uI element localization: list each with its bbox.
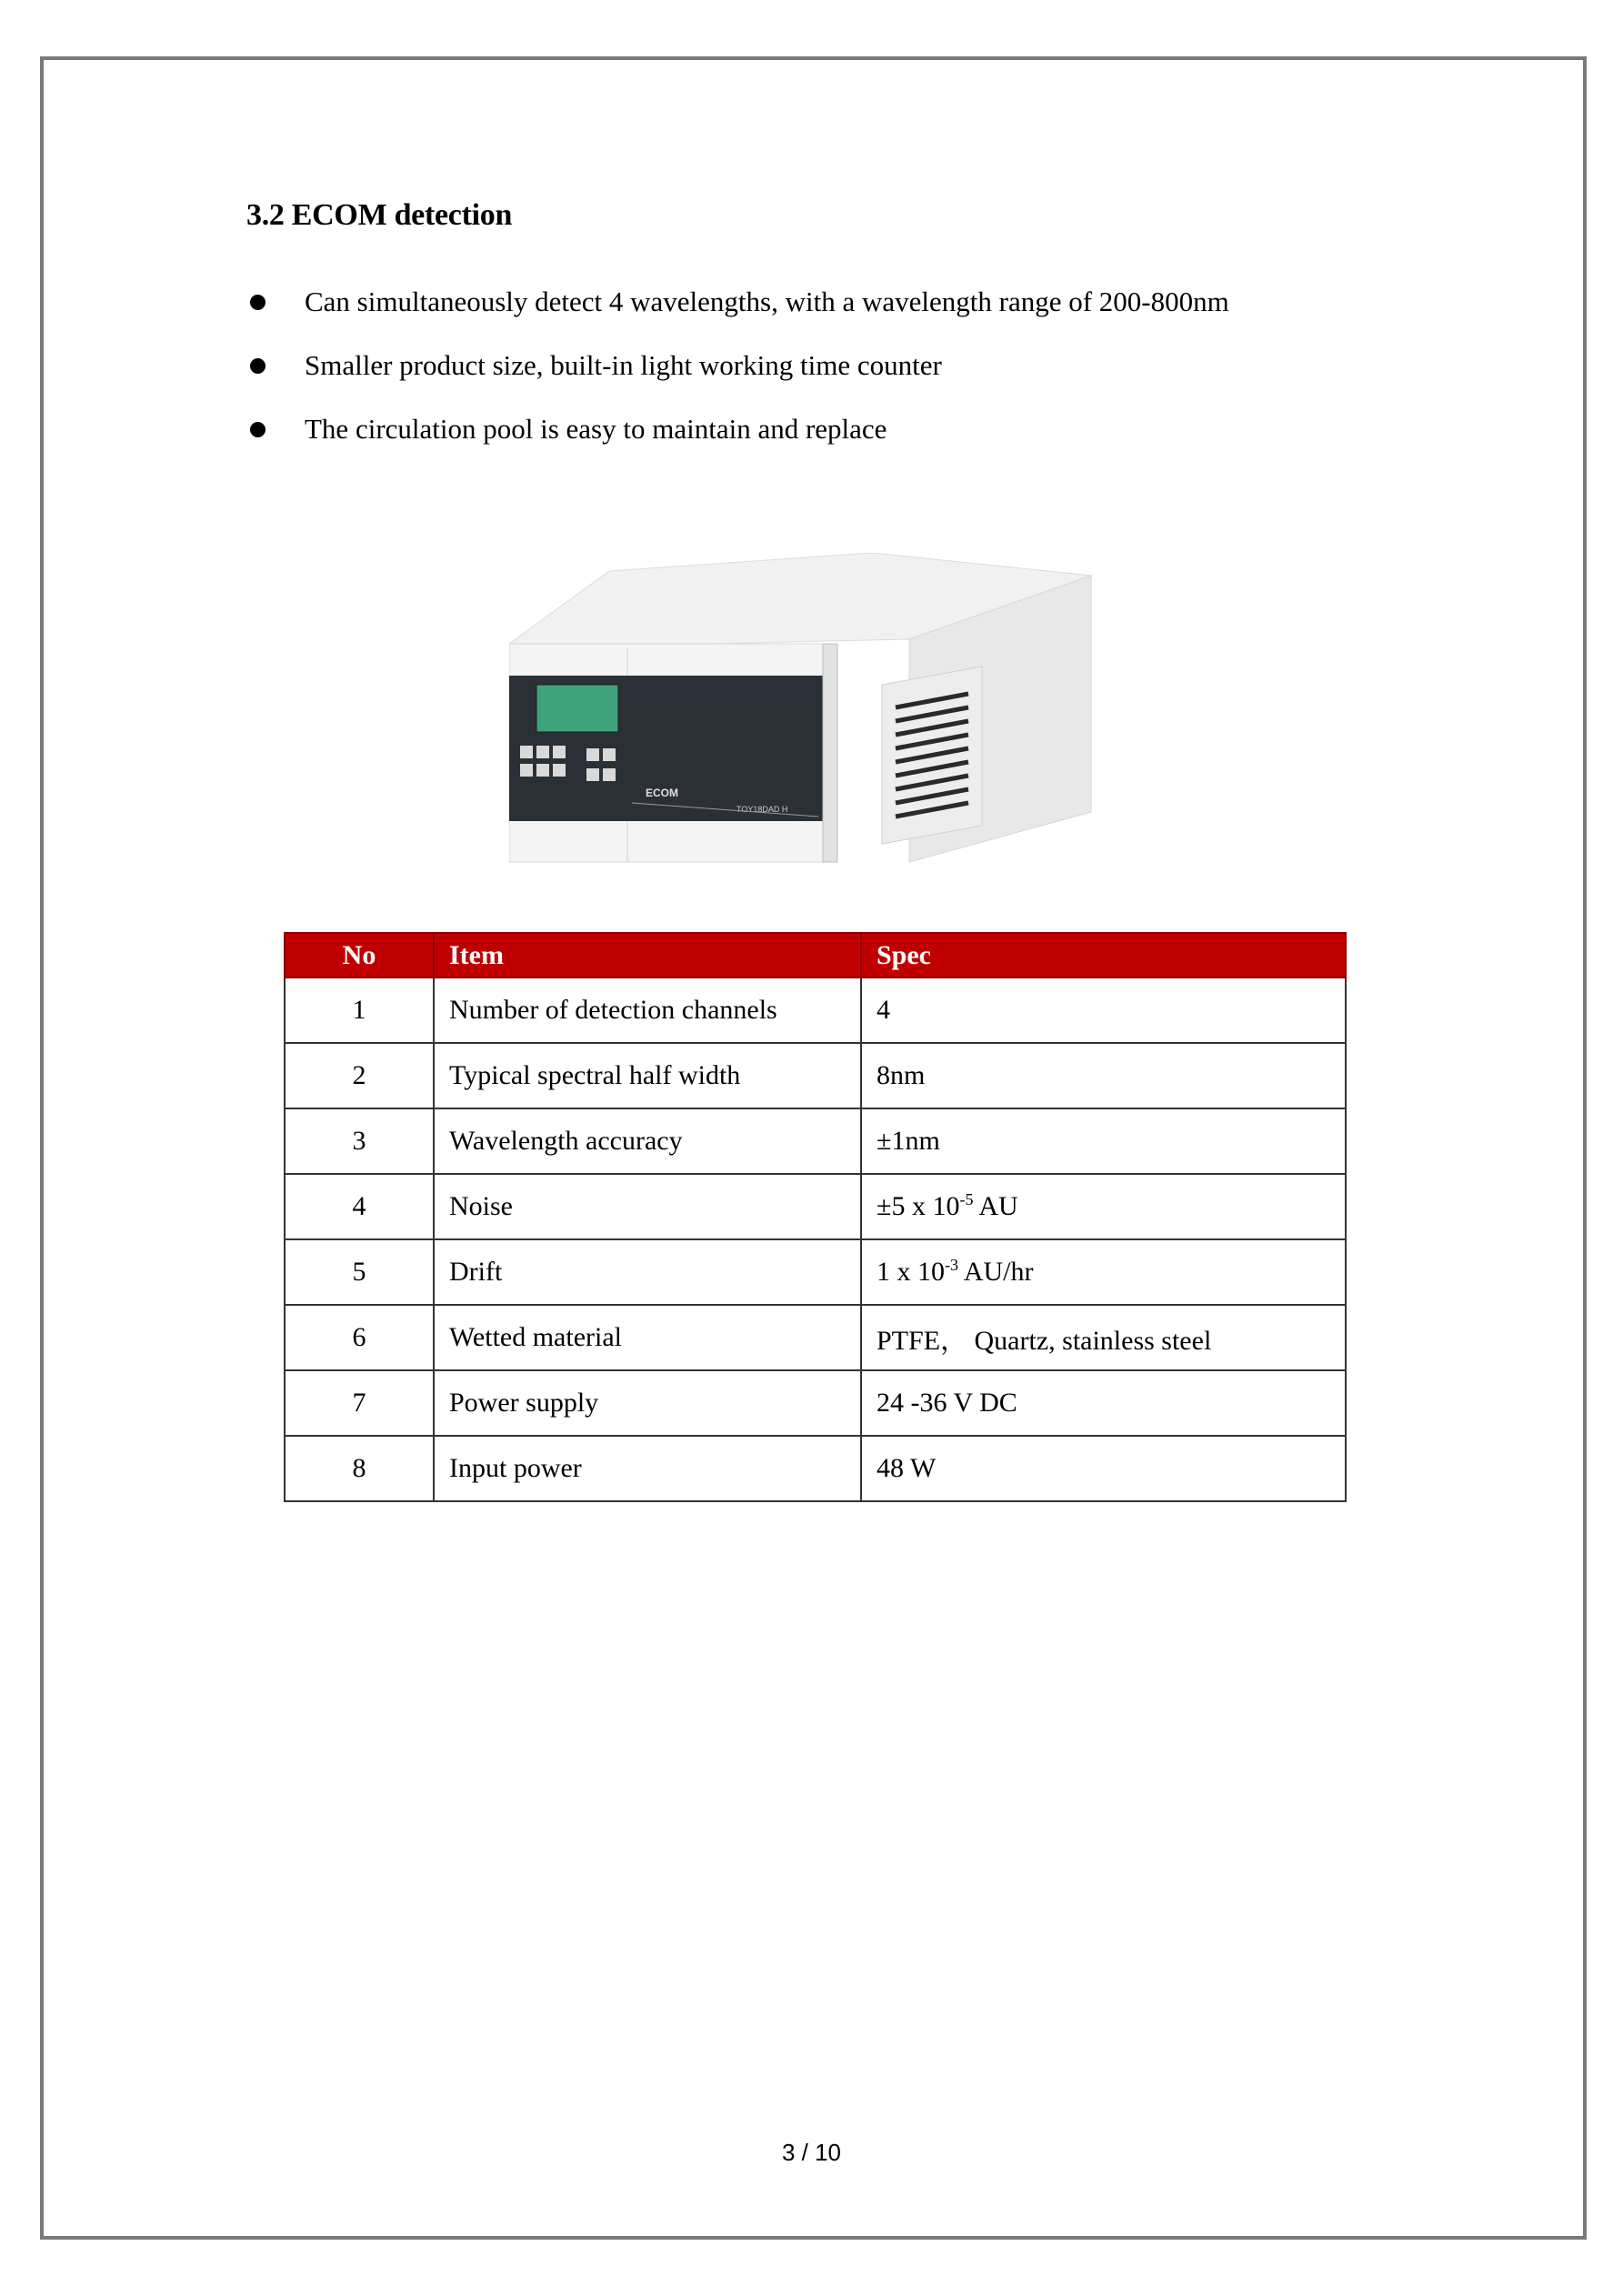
cell-item: Typical spectral half width — [434, 1043, 861, 1108]
section-heading: 3.2 ECOM detection — [246, 198, 513, 232]
table-row — [285, 1239, 1346, 1305]
bullet-icon — [250, 422, 265, 437]
feature-text: The circulation pool is easy to maintain and replace — [305, 413, 887, 445]
feature-list — [246, 284, 1229, 475]
table-row — [285, 1305, 1346, 1370]
cell-no: 1 — [285, 978, 434, 1043]
cell-no: 7 — [285, 1370, 434, 1436]
bullet-icon — [250, 295, 265, 310]
cell-no: 5 — [285, 1239, 434, 1305]
cell-item: Drift — [434, 1239, 861, 1305]
table-header-row — [285, 933, 1346, 978]
cell-item: Wavelength accuracy — [434, 1108, 861, 1174]
cell-spec: 24 -36 V DC — [861, 1370, 1346, 1436]
column-header-item: Item — [434, 933, 861, 978]
svg-text:ECOM: ECOM — [646, 787, 678, 799]
cell-spec: 48 W — [861, 1436, 1346, 1501]
feature-bullet — [246, 284, 1229, 347]
table-row — [285, 978, 1346, 1043]
cell-spec: ±1nm — [861, 1108, 1346, 1174]
cell-spec: ±5 x $10^{-5}$ AU — [861, 1174, 1346, 1239]
feature-bullet — [246, 411, 1229, 475]
cell-item: Power supply — [434, 1370, 861, 1436]
cell-item: Number of detection channels — [434, 978, 861, 1043]
cell-no: 3 — [285, 1108, 434, 1174]
cell-no: 2 — [285, 1043, 434, 1108]
bullet-icon — [250, 358, 265, 374]
cell-spec: PTFE， Quartz, stainless steel — [861, 1305, 1346, 1370]
cell-spec: 8nm — [861, 1043, 1346, 1108]
product-image — [509, 553, 1109, 867]
table-row — [285, 1370, 1346, 1436]
vent-grille-icon — [882, 667, 982, 844]
feature-bullet — [246, 347, 1229, 411]
cell-no: 4 — [285, 1174, 434, 1239]
cell-no: 8 — [285, 1436, 434, 1501]
column-header-no: No — [285, 933, 434, 978]
feature-text: Smaller product size, built-in light working time counter — [305, 349, 942, 381]
cell-item: Input power — [434, 1436, 861, 1501]
cell-no: 6 — [285, 1305, 434, 1370]
column-header-spec: Spec — [861, 933, 1346, 978]
table-row — [285, 1043, 1346, 1108]
page-number: 3 / 10 — [781, 2139, 842, 2166]
cell-item: Noise — [434, 1174, 861, 1239]
cell-spec: 4 — [861, 978, 1346, 1043]
table-row — [285, 1108, 1346, 1174]
svg-text:TOY18DAD H: TOY18DAD H — [736, 805, 788, 814]
cell-spec: 1 x $10^{-3}$ AU/hr — [861, 1239, 1346, 1305]
table-row — [285, 1436, 1346, 1501]
table-row — [285, 1174, 1346, 1239]
cell-item: Wetted material — [434, 1305, 861, 1370]
feature-text: Can simultaneously detect 4 wavelengths, with a wavelength range of 200-800nm — [305, 286, 1229, 317]
spec-table — [284, 932, 1347, 1502]
